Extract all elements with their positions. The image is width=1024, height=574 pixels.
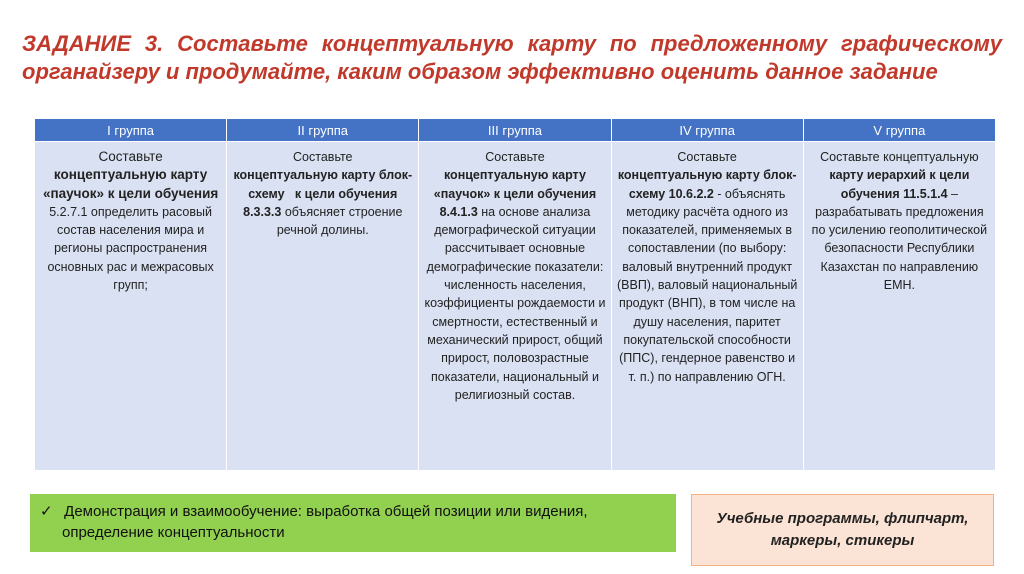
groups-table — [34, 118, 996, 470]
cell-5-intro: Составьте концептуальную — [820, 150, 979, 164]
cell-group-4 — [611, 142, 803, 471]
cell-1-intro: Составьте — [98, 149, 163, 164]
title-line-1: ЗАДАНИЕ 3. Составьте концептуальную карту по предложенному графическому — [22, 31, 1002, 56]
cell-2-bold: концептуальную карту блок-схему к цели обучения 8.3.3.3 — [233, 168, 413, 219]
header-group-4: IV группа — [611, 119, 803, 142]
cell-1-text: 5.2.7.1 определить расовый состав населения мира и регионы распространения основных рас и межрасовых групп; — [47, 204, 214, 293]
cell-3-bold: концептуальную карту «паучок» к цели обучения 8.4.1.3 — [433, 168, 597, 219]
cell-3-text: на основе анализа демографической ситуации рассчитывает основные демографические показатели: численность населения, коэффициенты рождаемости и смертности, естественный и механический прирост, общий прирост, половозрастные показатели, национальный и религиозный состав. — [424, 204, 606, 402]
header-group-5: V группа — [803, 119, 995, 142]
cell-3-intro: Составьте — [485, 150, 545, 164]
demonstration-line-2: определение концептуальности — [62, 524, 285, 541]
materials-box — [691, 494, 994, 566]
cell-2-text: объясняет строение речной долины. — [276, 204, 403, 238]
header-group-1: I группа — [35, 119, 227, 142]
cell-group-2 — [227, 142, 419, 471]
cell-group-5 — [803, 142, 995, 471]
page-title — [22, 30, 1002, 86]
cell-4-intro: Составьте — [677, 150, 737, 164]
demonstration-line-1: Демонстрация и взаимообучение: выработка общей позиции или видения, — [64, 503, 588, 520]
demonstration-box — [30, 494, 676, 552]
header-group-2: II группа — [227, 119, 419, 142]
table-header-row — [35, 119, 996, 142]
title-line-2: органайзеру и продумайте, каким образом эффективно оценить данное задание — [22, 59, 938, 84]
cell-group-1 — [35, 142, 227, 471]
table-row — [35, 142, 996, 471]
cell-5-bold: карту иерархий к цели обучения 11.5.1.4 — [829, 168, 970, 201]
header-group-3: III группа — [419, 119, 611, 142]
materials-text: Учебные программы, флипчарт, маркеры, стикеры — [716, 510, 969, 549]
cell-group-3 — [419, 142, 611, 471]
cell-5-text: – разрабатывать предложения по усилению геополитической безопасности Республики Казахстан по направлению ЕМН. — [811, 186, 988, 293]
cell-2-intro: Составьте — [293, 150, 353, 164]
cell-1-bold: концептуальную карту «паучок» к цели обучения — [42, 167, 219, 201]
checkmark-icon: ✓ — [40, 503, 53, 520]
cell-4-text: - объяснять методику расчёта одного из показателей, применяемых в сопоставлении (по выбору: валовый внутренний продукт (ВВП), валовый национальный продукт (ВНП), в том числе на душу населения, паритет покупательской способности (ППС), гендерное равенство и т. п.) по направлению ОГН. — [616, 186, 798, 384]
cell-4-bold: концептуальную карту блок-схему 10.6.2.2 — [617, 168, 797, 201]
